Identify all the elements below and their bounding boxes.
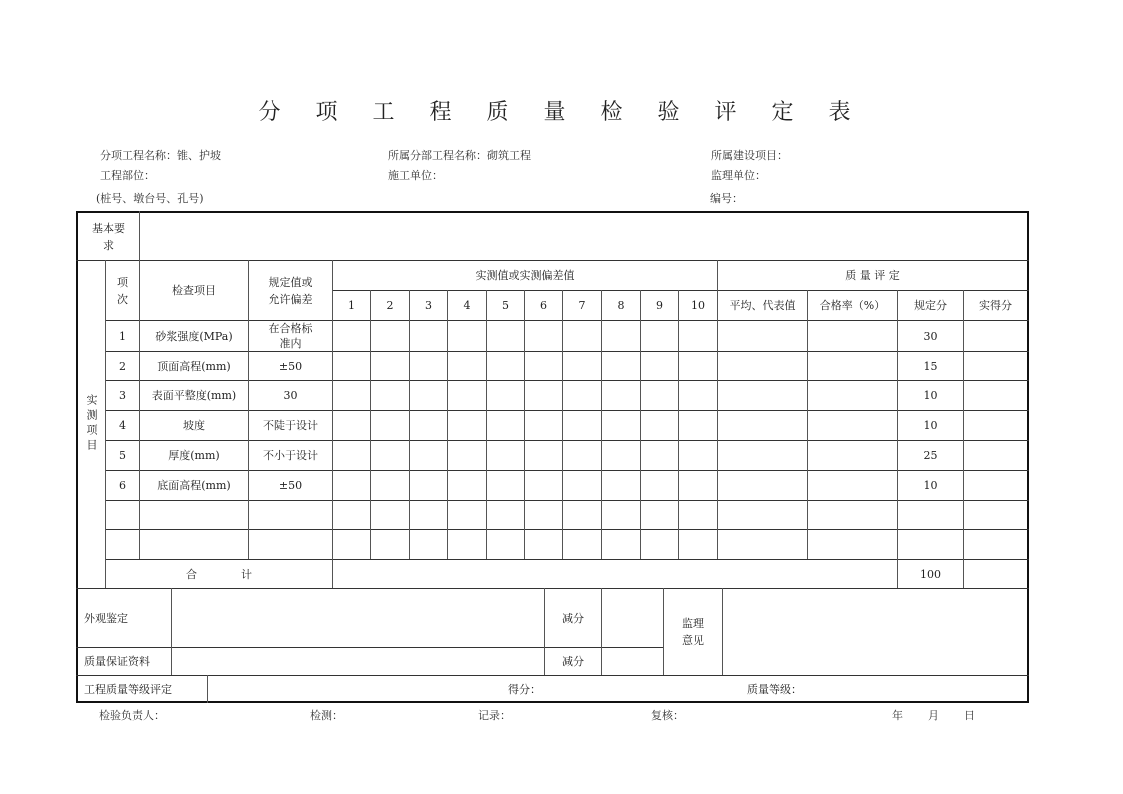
header-measured-9: 9 xyxy=(656,299,663,312)
recorder-field: 记录： xyxy=(478,709,511,722)
divider xyxy=(601,290,602,559)
row-1-spec-score: 30 xyxy=(923,329,938,343)
divider xyxy=(409,290,410,559)
row-4-spec-score: 10 xyxy=(923,419,938,432)
header-pass-rate: 合格率（%） xyxy=(819,299,886,312)
divider xyxy=(807,290,808,559)
location-field: 工程部位： xyxy=(100,169,155,182)
date-day: 日 xyxy=(964,709,975,722)
header-measured-3: 3 xyxy=(425,299,432,312)
inspector-in-charge-field: 检验负责人： xyxy=(99,709,165,722)
deduction-appearance-value[interactable] xyxy=(602,589,663,647)
row-6-seq: 6 xyxy=(119,479,126,492)
header-seq: 项次 xyxy=(117,275,128,306)
deduction-label-appearance: 减分 xyxy=(562,611,584,625)
quality-docs-content[interactable] xyxy=(172,648,544,675)
row-3-seq: 3 xyxy=(119,389,126,402)
divider xyxy=(370,290,371,559)
row-5-spec: 不小于设计 xyxy=(263,449,318,462)
header-measured-2: 2 xyxy=(386,299,394,312)
divider xyxy=(678,290,679,559)
item-name-field: 分项工程名称：锥、护坡 xyxy=(100,149,221,162)
reviewer-field: 复核： xyxy=(651,709,684,722)
row-2-item: 顶面高程(mm) xyxy=(157,359,231,373)
basic-requirements-label: 基本要求 xyxy=(92,221,125,252)
divider xyxy=(105,500,1029,501)
row-3-item: 表面平整度(mm) xyxy=(151,389,237,402)
serial-no-field: 编号： xyxy=(710,192,743,205)
appearance-content[interactable] xyxy=(172,589,544,647)
row-3-spec: 30 xyxy=(283,389,298,402)
supervisor-opinion-label: 监理意见 xyxy=(682,617,704,647)
header-measured-10: 10 xyxy=(691,299,705,312)
header-item: 检查项目 xyxy=(172,284,216,297)
divider xyxy=(963,290,964,588)
row-2-seq: 2 xyxy=(119,359,126,373)
appearance-label: 外观鉴定 xyxy=(84,611,128,625)
row-6-spec: ±50 xyxy=(278,479,303,492)
page-title: 分 项 工 程 质 量 检 验 评 定 表 xyxy=(258,100,865,125)
quality-docs-label: 质量保证资料 xyxy=(84,655,150,668)
row-2-spec-score: 15 xyxy=(923,359,938,373)
header-spec-score: 规定分 xyxy=(914,299,947,312)
header-measured-4: 4 xyxy=(463,299,471,312)
divider xyxy=(562,290,563,559)
measured-items-label: 实测项目 xyxy=(85,394,98,454)
total-label: 合 计 xyxy=(186,567,252,581)
supervisor-unit-field: 监理单位： xyxy=(711,169,766,182)
contractor-field: 施工单位： xyxy=(388,169,443,182)
header-avg: 平均、代表值 xyxy=(729,299,796,312)
grade-eval-label: 工程质量等级评定 xyxy=(84,683,172,696)
row-5-spec-score: 25 xyxy=(923,449,938,462)
date-year: 年 xyxy=(892,709,903,722)
header-measured-5: 5 xyxy=(502,299,509,312)
row-5-item: 厚度(mm) xyxy=(168,449,220,462)
date-month: 月 xyxy=(928,709,939,722)
grade-label: 质量等级： xyxy=(747,683,802,696)
deduction-label-docs: 减分 xyxy=(562,655,584,668)
row-4-seq: 4 xyxy=(119,419,126,432)
header-measured-7: 7 xyxy=(578,299,586,312)
tester-field: 检测： xyxy=(310,709,343,722)
score-label: 得分： xyxy=(508,683,541,696)
pile-no-field: (桩号、墩台号、孔号) xyxy=(96,192,204,205)
header-measured-1: 1 xyxy=(348,299,355,312)
project-field: 所属建设项目： xyxy=(711,149,788,162)
row-2-spec: ±50 xyxy=(278,359,303,373)
row-1-seq: 1 xyxy=(119,329,126,343)
measured-items-label-wrap xyxy=(78,260,105,588)
row-4-item: 坡度 xyxy=(183,419,205,432)
row-3-spec-score: 10 xyxy=(923,389,938,402)
header-quality-group: 质 量 评 定 xyxy=(845,269,900,282)
divider xyxy=(640,290,641,559)
row-4-spec: 不陡于设计 xyxy=(263,419,318,432)
row-1-spec: 在合格标准内 xyxy=(268,322,313,350)
basic-requirements-content[interactable] xyxy=(140,213,1027,260)
divider xyxy=(207,675,208,703)
row-1-item: 砂浆强度(MPa) xyxy=(155,329,233,343)
divider xyxy=(524,290,525,559)
header-measured-8: 8 xyxy=(617,299,625,312)
header-actual-score: 实得分 xyxy=(979,299,1012,312)
row-6-item: 底面高程(mm) xyxy=(157,479,231,492)
deduction-docs-value[interactable] xyxy=(602,648,663,675)
divider xyxy=(447,290,448,559)
total-spec-score: 100 xyxy=(920,567,941,581)
header-measured-6: 6 xyxy=(540,299,547,312)
division-name-field: 所属分部工程名称：砌筑工程 xyxy=(388,149,531,162)
row-5-seq: 5 xyxy=(119,449,126,462)
supervisor-opinion-content[interactable] xyxy=(723,589,1027,675)
header-measured-group: 实测值或实测偏差值 xyxy=(475,269,575,282)
divider xyxy=(486,290,487,559)
divider xyxy=(105,529,1029,530)
header-spec: 规定值或允许偏差 xyxy=(268,275,313,306)
row-6-spec-score: 10 xyxy=(923,479,938,492)
